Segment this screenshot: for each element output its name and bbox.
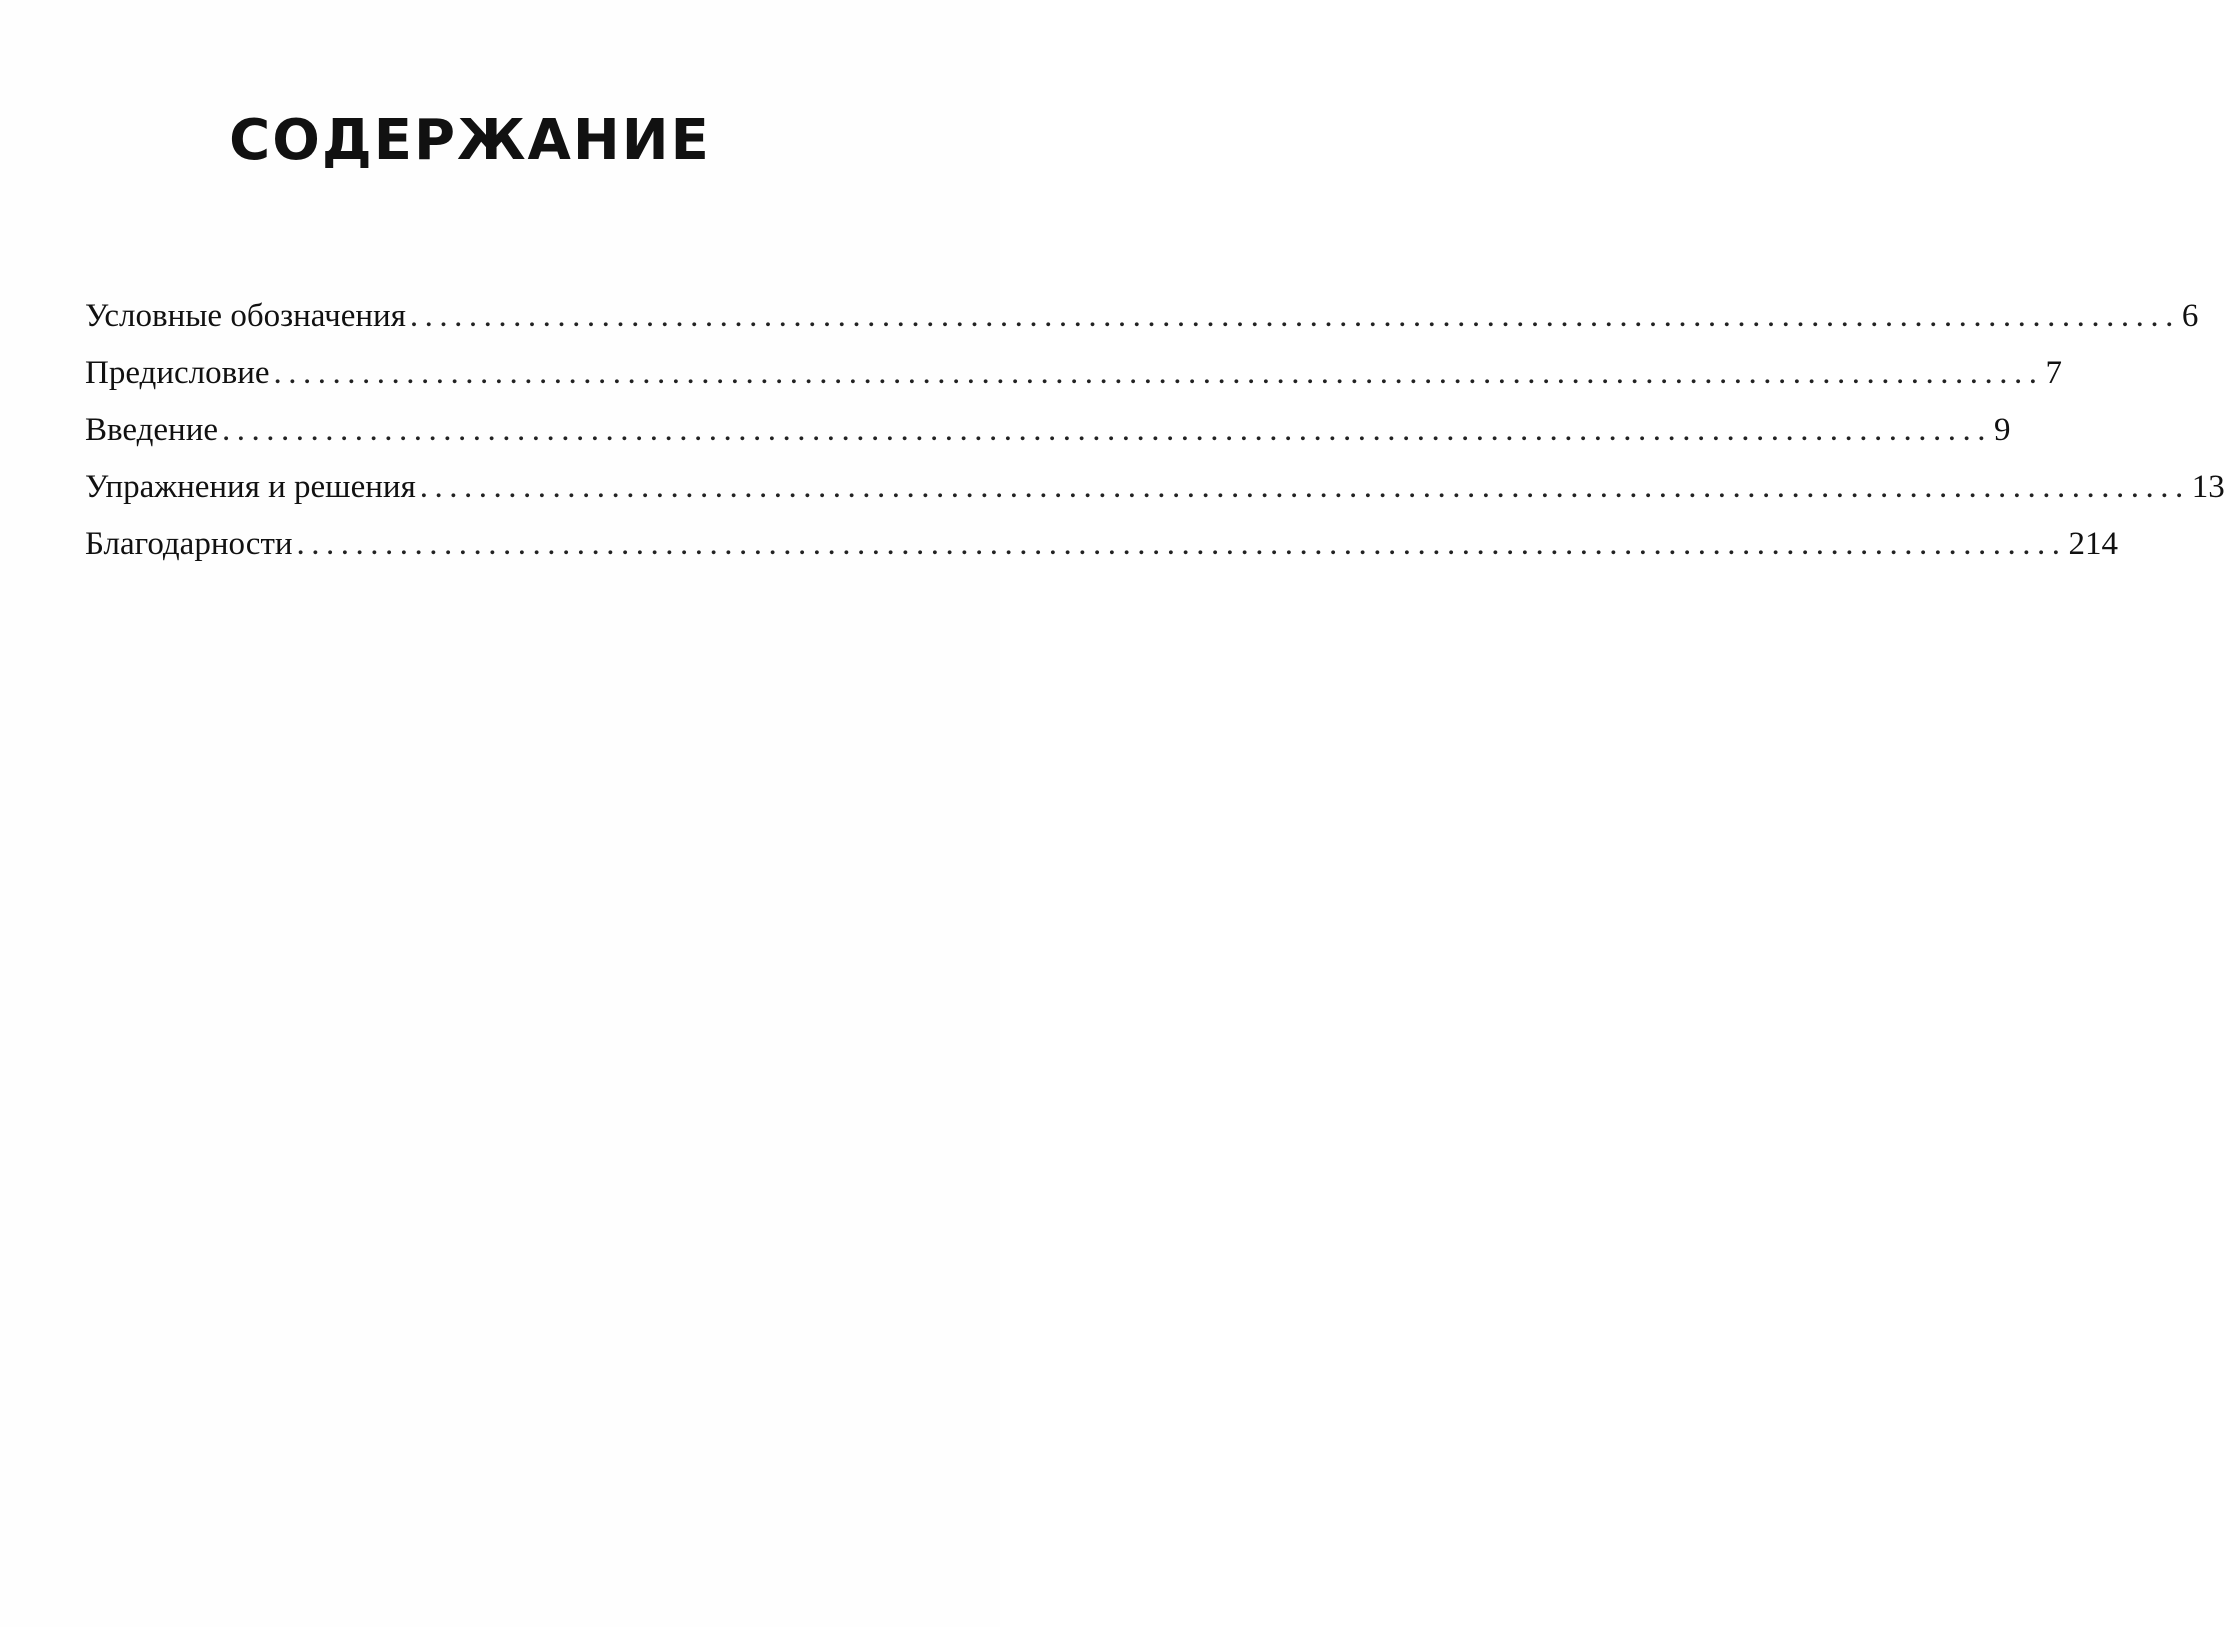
toc-entry-page-number: 13 [2191, 469, 2225, 505]
toc-entry-exercises [85, 469, 2225, 526]
toc-entry-label: Упражнения и решения [85, 469, 416, 505]
toc-entry-label: Благодарности [85, 526, 293, 562]
toc-entry-introduction [85, 412, 2011, 469]
toc-entry-acknowledgements [85, 526, 2119, 583]
toc-entry-preface [85, 355, 2062, 412]
dot-leader: ........................................................................................................................ [273, 355, 2044, 391]
dot-leader: ........................................................................................................................ [222, 412, 1993, 448]
toc-entry-page-number: 9 [1994, 412, 2011, 448]
dot-leader: ........................................................................................................................ [419, 469, 2190, 505]
toc-entry-page-number: 6 [2181, 298, 2199, 334]
toc-entry-label: Предисловие [85, 355, 270, 391]
page-title: СОДЕРЖАНИЕ [229, 108, 711, 173]
toc-entry-page-number: 214 [2068, 526, 2119, 562]
toc-entry-page-number: 7 [2045, 355, 2062, 391]
table-of-contents [85, 298, 2225, 583]
dot-leader: ........................................................................................................................ [409, 298, 2180, 334]
toc-entry-symbols [85, 298, 2199, 355]
toc-entry-label: Условные обозначения [85, 298, 406, 334]
toc-entry-label: Введение [85, 412, 219, 448]
dot-leader: ........................................................................................................................ [296, 526, 2067, 562]
